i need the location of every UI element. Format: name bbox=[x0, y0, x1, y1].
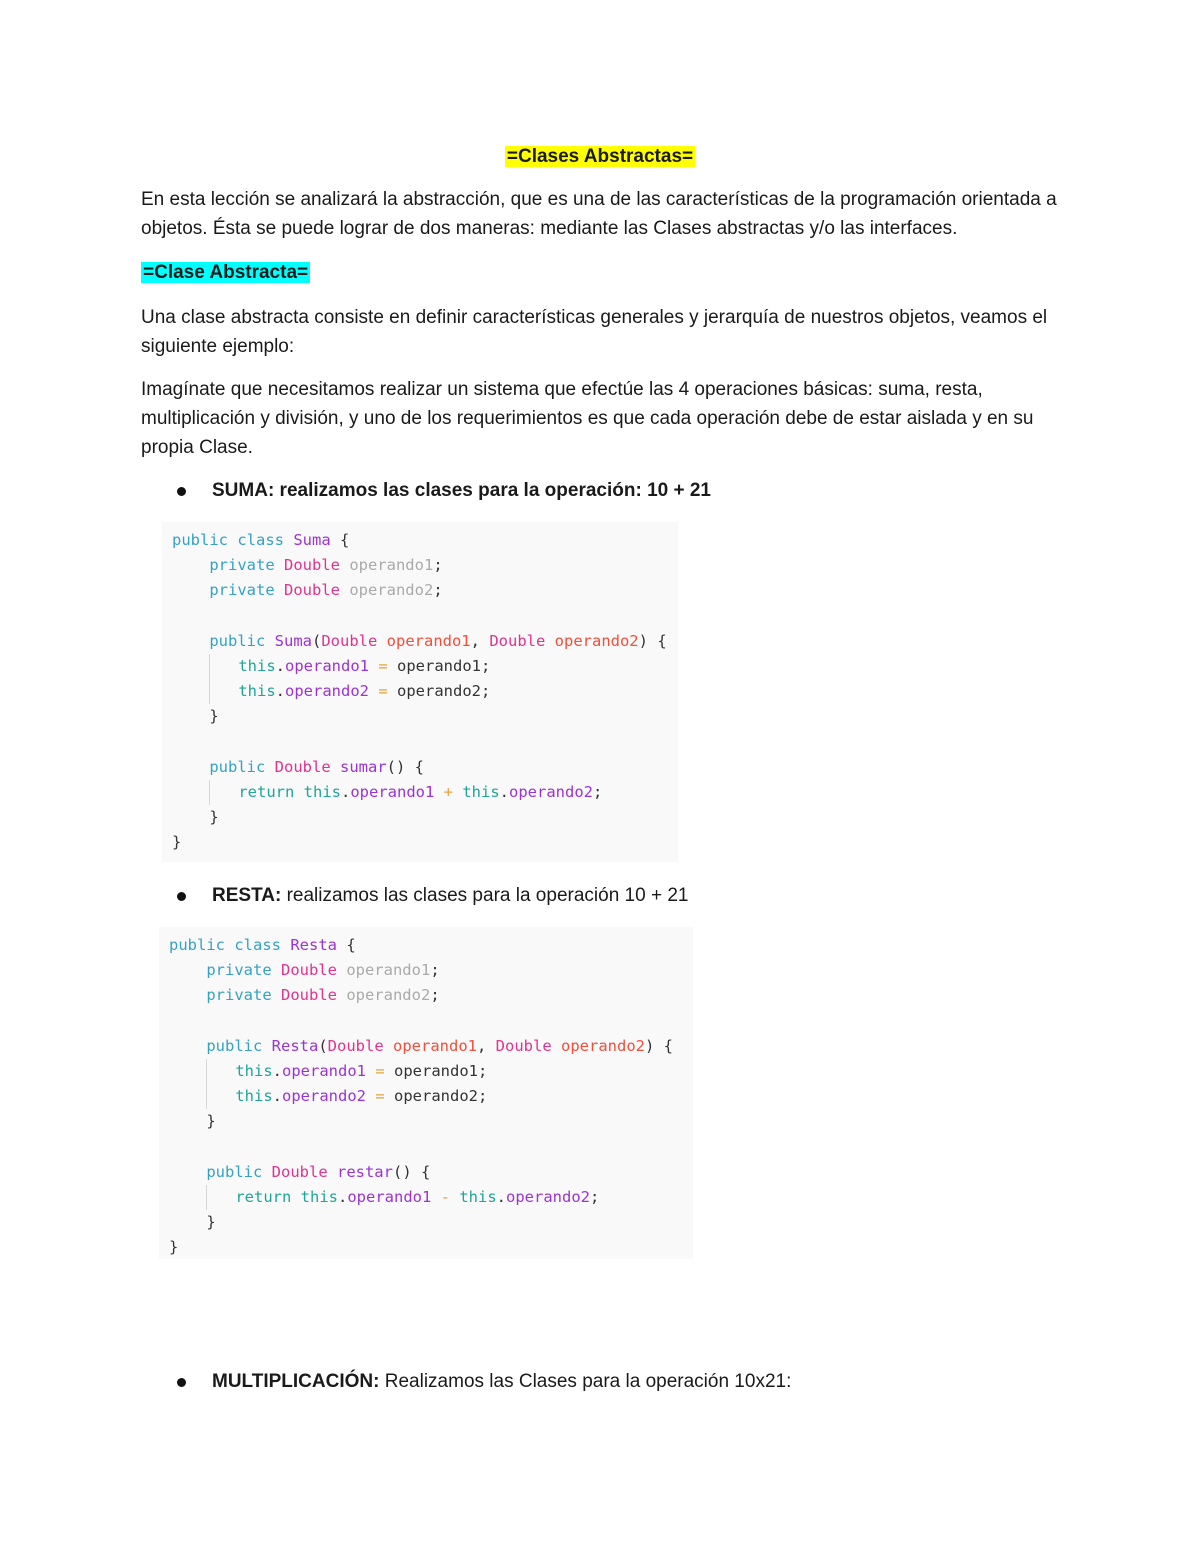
code-line bbox=[169, 933, 683, 958]
code-line bbox=[172, 578, 668, 603]
code-line bbox=[172, 830, 668, 855]
code-token: = bbox=[369, 656, 397, 675]
code-token: public class bbox=[172, 531, 294, 549]
code-line bbox=[169, 1210, 683, 1235]
code-line bbox=[169, 958, 683, 983]
code-token: operando2 bbox=[349, 581, 434, 600]
code-token: ; bbox=[590, 1187, 600, 1206]
code-token: operando1 bbox=[386, 631, 471, 650]
code-token bbox=[172, 657, 209, 675]
code-line bbox=[172, 629, 668, 654]
subtitle-highlight: =Clase Abstracta= bbox=[143, 262, 309, 283]
code-token: operando1 bbox=[347, 1187, 432, 1206]
code-token: ( bbox=[311, 631, 322, 650]
code-token: Double bbox=[283, 581, 350, 600]
code-token: ) { bbox=[638, 631, 667, 650]
code-token: private bbox=[206, 961, 281, 980]
code-token: . bbox=[499, 782, 509, 801]
code-line bbox=[172, 755, 668, 780]
code-token: public bbox=[209, 631, 275, 650]
code-line bbox=[172, 805, 668, 830]
code-token: public bbox=[206, 1162, 272, 1181]
code-token: operando2 bbox=[346, 986, 431, 1005]
code-token: operando1; bbox=[394, 1061, 488, 1080]
code-line bbox=[172, 553, 668, 578]
code-line bbox=[169, 1059, 683, 1084]
code-line bbox=[169, 1109, 683, 1134]
code-token: return this bbox=[235, 1187, 338, 1206]
code-token bbox=[169, 1188, 206, 1206]
code-token: operando2; bbox=[394, 1087, 488, 1106]
code-token: , bbox=[470, 631, 490, 650]
code-token: Double bbox=[489, 631, 555, 650]
code-token: { bbox=[337, 936, 356, 954]
code-token bbox=[172, 783, 209, 801]
code-token: public class bbox=[169, 936, 291, 954]
code-token: operando1 bbox=[349, 556, 434, 575]
code-token: . bbox=[496, 1187, 506, 1206]
code-token: ; bbox=[433, 581, 443, 600]
code-token: () { bbox=[392, 1162, 431, 1181]
code-token: restar bbox=[336, 1162, 393, 1181]
code-token: operando2 bbox=[285, 682, 369, 701]
code-line bbox=[169, 1160, 683, 1185]
code-token: this bbox=[238, 682, 276, 701]
code-token: () { bbox=[386, 757, 424, 776]
code-token bbox=[172, 632, 209, 650]
code-token: , bbox=[477, 1036, 496, 1055]
code-token: private bbox=[209, 581, 284, 600]
code-token bbox=[172, 758, 209, 776]
code-token bbox=[207, 1062, 235, 1080]
code-token: Double bbox=[321, 631, 387, 650]
code-line bbox=[169, 1084, 683, 1109]
code-token: Double bbox=[327, 1036, 393, 1055]
code-line bbox=[169, 1135, 683, 1160]
code-token: } bbox=[172, 808, 219, 827]
bullet-icon bbox=[177, 892, 186, 901]
example-paragraph: Imagínate que necesitamos realizar un sistema que efectúe las 4 operaciones básicas: suma, resta, multiplicación y división, y uno de los requerimientos es que cada operación debe de estar aislada y en su propia Clase. bbox=[141, 379, 1034, 458]
code-token: operando1 bbox=[350, 782, 435, 801]
code-token: ; bbox=[433, 556, 443, 575]
code-block-resta bbox=[159, 927, 693, 1259]
code-line bbox=[172, 679, 668, 704]
code-token: this bbox=[462, 782, 500, 801]
code-token bbox=[210, 657, 238, 675]
code-token: operando2 bbox=[282, 1087, 366, 1106]
code-token: this bbox=[459, 1187, 497, 1206]
code-token bbox=[169, 961, 206, 979]
code-token: - bbox=[431, 1187, 460, 1206]
code-token: . bbox=[337, 1187, 348, 1206]
code-token bbox=[169, 986, 206, 1004]
code-token bbox=[172, 581, 209, 599]
code-token: operando1; bbox=[397, 656, 491, 675]
code-token: ; bbox=[430, 986, 440, 1005]
code-token bbox=[169, 1163, 206, 1181]
bullet-icon bbox=[177, 1378, 186, 1387]
code-token: } bbox=[169, 1112, 216, 1131]
bullet-text: Realizamos las Clases para la operación 10x21: bbox=[379, 1371, 792, 1392]
bullet-label: SUMA: bbox=[212, 480, 275, 501]
code-token: Double bbox=[495, 1036, 561, 1055]
code-token: . bbox=[340, 782, 351, 801]
code-token: Double bbox=[280, 986, 347, 1005]
code-token bbox=[210, 682, 238, 700]
code-token: public bbox=[206, 1036, 272, 1055]
code-line bbox=[169, 1009, 683, 1034]
code-line bbox=[172, 604, 668, 629]
definition-paragraph: Una clase abstracta consiste en definir características generales y jerarquía de nuestros objetos, veamos el siguiente ejemplo: bbox=[141, 307, 1048, 357]
code-token: ( bbox=[318, 1036, 328, 1055]
code-token: . bbox=[275, 656, 285, 675]
code-token: = bbox=[366, 1087, 394, 1106]
code-token: operando2 bbox=[554, 631, 639, 650]
code-token: } bbox=[169, 1213, 216, 1232]
code-line bbox=[169, 1235, 683, 1260]
code-token: . bbox=[272, 1087, 282, 1106]
code-token: ; bbox=[430, 961, 440, 980]
code-block-suma bbox=[162, 522, 678, 862]
code-token: public bbox=[209, 757, 275, 776]
code-line bbox=[169, 1185, 683, 1210]
code-token: private bbox=[206, 986, 281, 1005]
code-token bbox=[169, 1062, 206, 1080]
code-token: Suma bbox=[274, 631, 312, 650]
bullet-text: realizamos las clases para la operación 10 + 21 bbox=[281, 885, 689, 906]
code-token: operando1 bbox=[285, 656, 369, 675]
code-line bbox=[172, 730, 668, 755]
code-token: { bbox=[330, 531, 350, 549]
code-token: Double bbox=[271, 1162, 337, 1181]
code-line bbox=[169, 983, 683, 1008]
title-highlight: =Clases Abstractas= bbox=[506, 146, 694, 167]
code-token: operando2 bbox=[506, 1187, 590, 1206]
code-token bbox=[210, 783, 238, 801]
code-token: Double bbox=[274, 757, 340, 776]
code-token: } bbox=[169, 1238, 179, 1257]
code-line bbox=[172, 704, 668, 729]
code-token bbox=[207, 1087, 235, 1105]
code-token: Double bbox=[283, 556, 350, 575]
bullet-label: RESTA: bbox=[212, 885, 282, 906]
code-token: Resta bbox=[271, 1036, 319, 1055]
code-token bbox=[172, 682, 209, 700]
code-token: Double bbox=[280, 961, 347, 980]
code-token: . bbox=[275, 682, 285, 701]
code-token: + bbox=[434, 782, 463, 801]
bullet-label: MULTIPLICACIÓN: bbox=[212, 1371, 380, 1392]
code-token: operando1 bbox=[346, 961, 431, 980]
code-token bbox=[172, 556, 209, 574]
code-token: } bbox=[172, 833, 182, 852]
code-token: Resta bbox=[290, 936, 337, 954]
code-token: . bbox=[272, 1061, 282, 1080]
bullet-suma bbox=[141, 478, 711, 504]
code-token: private bbox=[209, 556, 284, 575]
code-token: = bbox=[369, 682, 397, 701]
code-line bbox=[172, 528, 668, 553]
code-token: operando2; bbox=[397, 682, 491, 701]
code-token: = bbox=[366, 1061, 394, 1080]
code-line bbox=[172, 780, 668, 805]
code-token bbox=[169, 1037, 206, 1055]
code-token: operando1 bbox=[282, 1061, 366, 1080]
code-token: operando1 bbox=[393, 1036, 477, 1055]
code-token: return this bbox=[238, 782, 341, 801]
code-token: ) { bbox=[645, 1036, 673, 1055]
code-token: this bbox=[235, 1061, 273, 1080]
intro-paragraph: En esta lección se analizará la abstracción, que es una de las características de la programación orientada a objetos. Ésta se puede lograr de dos maneras: mediante las Clases abstractas y/o las interfaces. bbox=[141, 189, 1057, 239]
code-token: } bbox=[172, 707, 219, 726]
section-subtitle bbox=[141, 262, 310, 284]
page-title bbox=[0, 146, 1200, 168]
code-token: operando2 bbox=[509, 782, 593, 801]
bullet-resta bbox=[141, 883, 688, 909]
bullet-multiplicacion bbox=[141, 1369, 791, 1395]
code-token bbox=[169, 1087, 206, 1105]
bullet-text: realizamos las clases para la operación: 10 + 21 bbox=[274, 480, 712, 501]
code-token: sumar bbox=[339, 757, 387, 776]
code-token: this bbox=[235, 1087, 273, 1106]
code-line bbox=[169, 1034, 683, 1059]
code-token: Suma bbox=[293, 531, 331, 549]
code-token: this bbox=[238, 656, 276, 675]
code-line bbox=[172, 654, 668, 679]
code-token: operando2 bbox=[561, 1036, 645, 1055]
code-token: ; bbox=[593, 782, 603, 801]
code-token bbox=[207, 1188, 235, 1206]
bullet-icon bbox=[177, 487, 186, 496]
